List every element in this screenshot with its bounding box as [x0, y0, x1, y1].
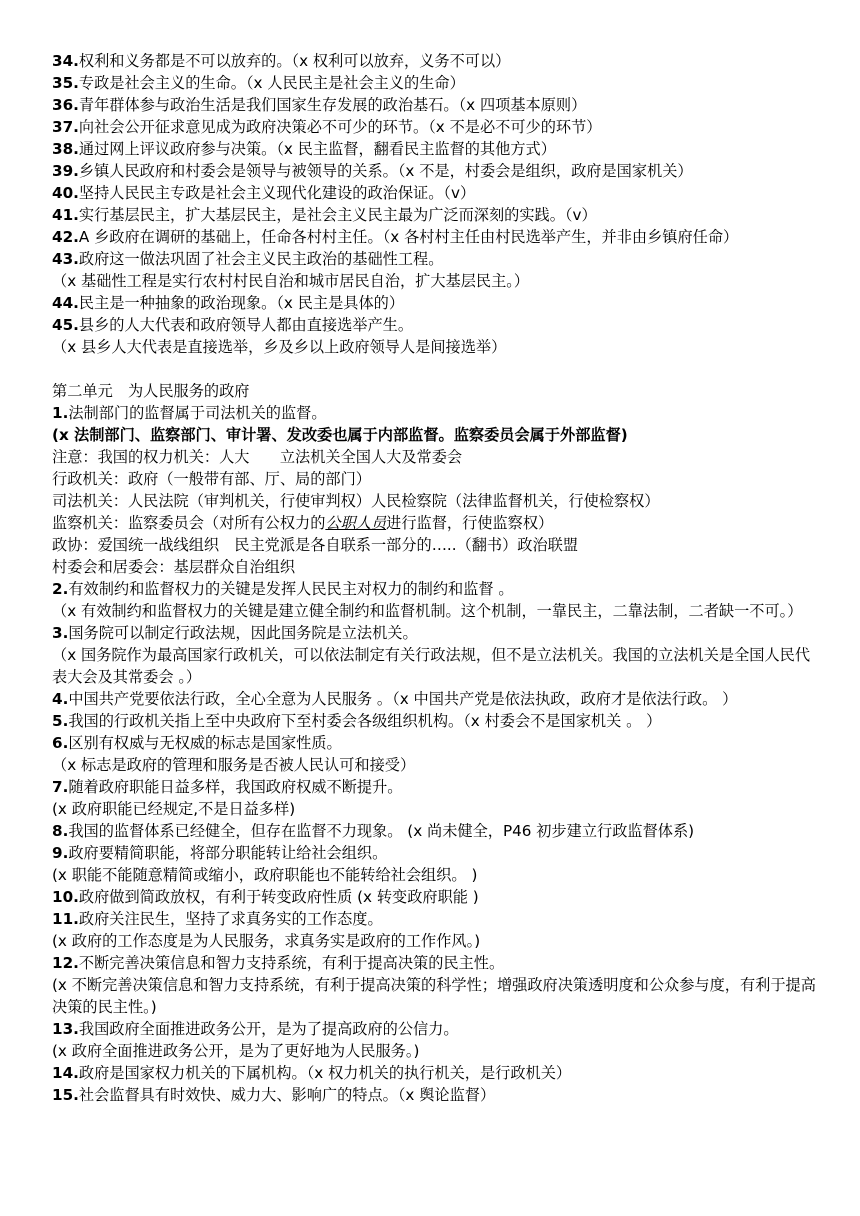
question-text: 政府关注民生，坚持了求真务实的工作态度。: [78, 910, 383, 928]
question-text: 通过网上评议政府参与决策。（x 民主监督，翻看民主监督的其他方式）: [78, 140, 556, 158]
question-text: 我国政府全面推进政务公开，是为了提高政府的公信力。: [78, 1020, 459, 1038]
note-text: 进行监督，行使监察权）: [386, 514, 554, 532]
question-number: 3.: [52, 624, 69, 642]
question-item: [52, 776, 822, 798]
note-line: 村委会和居委会：基层群众自治组织: [52, 558, 295, 576]
question-text: 政府做到简政放权，有利于转变政府性质 (x 转变政府职能 ): [78, 888, 479, 906]
question-number: 37.: [52, 118, 79, 136]
answer-text: (x 政府全面推进政务公开，是为了更好地为人民服务。): [52, 1042, 420, 1060]
question-text: 中国共产党要依法行政，全心全意为人民服务 。（x 中国共产党是依法执政，政府才是依法行政。 ）: [68, 690, 738, 708]
answer-text: (x 政府职能已经规定,不是日益多样): [52, 800, 296, 818]
question-text: 政府这一做法巩固了社会主义民主政治的基础性工程。: [78, 250, 444, 268]
answer-line: [52, 1040, 822, 1062]
question-item: [52, 1084, 822, 1106]
question-text: 政府是国家权力机关的下属机构。（x 权力机关的执行机关，是行政机关）: [78, 1064, 572, 1082]
question-item: [52, 688, 822, 710]
question-text: 社会监督具有时效快、威力大、影响广的特点。（x 舆论监督）: [78, 1086, 496, 1104]
note-text: 监察机关：监察委员会（对所有公权力的: [52, 514, 326, 532]
question-item: [52, 908, 822, 930]
section-gap: [52, 358, 822, 380]
question-text: 民主是一种抽象的政治现象。（x 民主是具体的）: [78, 294, 405, 312]
question-list-part1: [52, 50, 822, 358]
note-line: 行政机关：政府（一般带有部、厅、局的部门）: [52, 470, 371, 488]
question-item: [52, 138, 822, 160]
question-item: [52, 402, 822, 424]
question-number: 7.: [52, 778, 69, 796]
unit-title: 第二单元 为人民服务的政府: [52, 382, 250, 400]
question-item: [52, 952, 822, 974]
question-item: [52, 160, 822, 182]
question-item: [52, 578, 822, 600]
question-number: 42.: [52, 228, 79, 246]
question-text: 政府要精简职能，将部分职能转让给社会组织。: [68, 844, 388, 862]
note-line: 司法机关：人民法院（审判机关，行使审判权）人民检察院（法律监督机关，行使检察权）: [52, 492, 660, 510]
question-item: [52, 314, 822, 336]
question-text: 不断完善决策信息和智力支持系统，有利于提高决策的民主性。: [78, 954, 505, 972]
question-text: A 乡政府在调研的基础上，任命各村村主任。（x 各村村主任由村民选举产生，并非由乡镇府任命）: [78, 228, 739, 246]
question-number: 8.: [52, 822, 69, 840]
question-item: [52, 1018, 822, 1040]
question-text: 向社会公开征求意见成为政府决策必不可少的环节。（x 不是必不可少的环节）: [78, 118, 602, 136]
question-number: 5.: [52, 712, 69, 730]
question-item: [52, 226, 822, 248]
note-line: [52, 512, 822, 534]
question-number: 12.: [52, 954, 79, 972]
question-number: 36.: [52, 96, 79, 114]
question-number: 34.: [52, 52, 79, 70]
answer-text: （x 有效制约和监督权力的关键是建立健全制约和监督机制。这个机制，一靠民主，二靠法制，二者缺一不可。）: [52, 602, 803, 620]
question-item: [52, 292, 822, 314]
question-number: 13.: [52, 1020, 79, 1038]
question-text: 坚持人民民主专政是社会主义现代化建设的政治保证。（v）: [78, 184, 476, 202]
question-item: [52, 886, 822, 908]
answer-text: （x 基础性工程是实行农村村民自治和城市居民自治，扩大基层民主。）: [52, 272, 530, 290]
question-text: 国务院可以制定行政法规，因此国务院是立法机关。: [68, 624, 418, 642]
question-item: [52, 116, 822, 138]
question-text: 县乡的人大代表和政府领导人都由直接选举产生。: [78, 316, 414, 334]
question-list-part2: [52, 578, 822, 1106]
question-number: 43.: [52, 250, 79, 268]
answer-text: (x 职能不能随意精简或缩小，政府职能也不能转给社会组织。 ): [52, 866, 478, 884]
question-number: 2.: [52, 580, 69, 598]
question-item: [52, 50, 822, 72]
answer-line: [52, 270, 822, 292]
answer-line: [52, 754, 822, 776]
answer-text: （x 县乡人大代表是直接选举，乡及乡以上政府领导人是间接选举）: [52, 338, 507, 356]
question-text: 青年群体参与政治生活是我们国家生存发展的政治基石。（x 四项基本原则）: [78, 96, 587, 114]
question-number: 35.: [52, 74, 79, 92]
question-text: 区别有权威与无权威的标志是国家性质。: [68, 734, 342, 752]
question-item: [52, 204, 822, 226]
question-text: 实行基层民主，扩大基层民主，是社会主义民主最为广泛而深刻的实践。（v）: [78, 206, 597, 224]
note-line: 注意：我国的权力机关：人大 立法机关全国人大及常委会: [52, 448, 463, 466]
question-text: 权利和义务都是不可以放弃的。（x 权利可以放弃，义务不可以）: [78, 52, 511, 70]
answer-line: [52, 864, 822, 886]
question-item: [52, 842, 822, 864]
answer-text: (x 不断完善决策信息和智力支持系统，有利于提高决策的科学性；增强政府决策透明度和公众参与度，有利于提高决策的民主性。): [52, 976, 816, 1016]
answer-line: [52, 798, 822, 820]
question-number: 10.: [52, 888, 79, 906]
answer-line: [52, 644, 822, 688]
question-number: 14.: [52, 1064, 79, 1082]
question-number: 4.: [52, 690, 69, 708]
question-text: 随着政府职能日益多样，我国政府权威不断提升。: [68, 778, 403, 796]
question-number: 40.: [52, 184, 79, 202]
question-text: 乡镇人民政府和村委会是领导与被领导的关系。（x 不是，村委会是组织，政府是国家机关）: [78, 162, 693, 180]
question-item: [52, 94, 822, 116]
document-page: [52, 50, 822, 1106]
question-number: 38.: [52, 140, 79, 158]
answer-line: [52, 974, 822, 1018]
question-number: 1.: [52, 404, 69, 422]
question-item: [52, 732, 822, 754]
answer-text: （x 国务院作为最高国家行政机关，可以依法制定有关行政法规，但不是立法机关。我国的立法机关是全国人民代表大会及其常委会 。）: [52, 646, 811, 686]
question-number: 15.: [52, 1086, 79, 1104]
question-item: [52, 72, 822, 94]
question-answer: (x 法制部门、监察部门、审计署、发改委也属于内部监督。监察委员会属于外部监督): [52, 426, 628, 444]
question-text: 专政是社会主义的生命。（x 人民民主是社会主义的生命）: [78, 74, 465, 92]
answer-line: [52, 600, 822, 622]
question-item: [52, 1062, 822, 1084]
question-number: 6.: [52, 734, 69, 752]
question-text: 有效制约和监督权力的关键是发挥人民民主对权力的制约和监督 。: [68, 580, 514, 598]
question-text: 我国的行政机关指上至中央政府下至村委会各级组织机构。（x 村委会不是国家机关 。 ）: [68, 712, 662, 730]
question-number: 11.: [52, 910, 79, 928]
question-number: 44.: [52, 294, 79, 312]
question-item: [52, 248, 822, 270]
answer-text: (x 政府的工作态度是为人民服务，求真务实是政府的工作作风。): [52, 932, 481, 950]
question-number: 41.: [52, 206, 79, 224]
question-number: 45.: [52, 316, 79, 334]
question-text: 法制部门的监督属于司法机关的监督。: [68, 404, 327, 422]
question-item: [52, 710, 822, 732]
question-number: 9.: [52, 844, 69, 862]
answer-line: [52, 930, 822, 952]
note-underlined-text: 公职人员: [325, 514, 387, 532]
answer-text: （x 标志是政府的管理和服务是否被人民认可和接受）: [52, 756, 416, 774]
question-number: 39.: [52, 162, 79, 180]
question-item: [52, 622, 822, 644]
question-text: 我国的监督体系已经健全，但存在监督不力现象。 (x 尚未健全，P46 初步建立行政监督体系): [68, 822, 695, 840]
answer-line: [52, 336, 822, 358]
question-item: [52, 182, 822, 204]
note-line: 政协：爱国统一战线组织 民主党派是各自联系一部分的…..（翻书）政治联盟: [52, 536, 579, 554]
question-item: [52, 820, 822, 842]
